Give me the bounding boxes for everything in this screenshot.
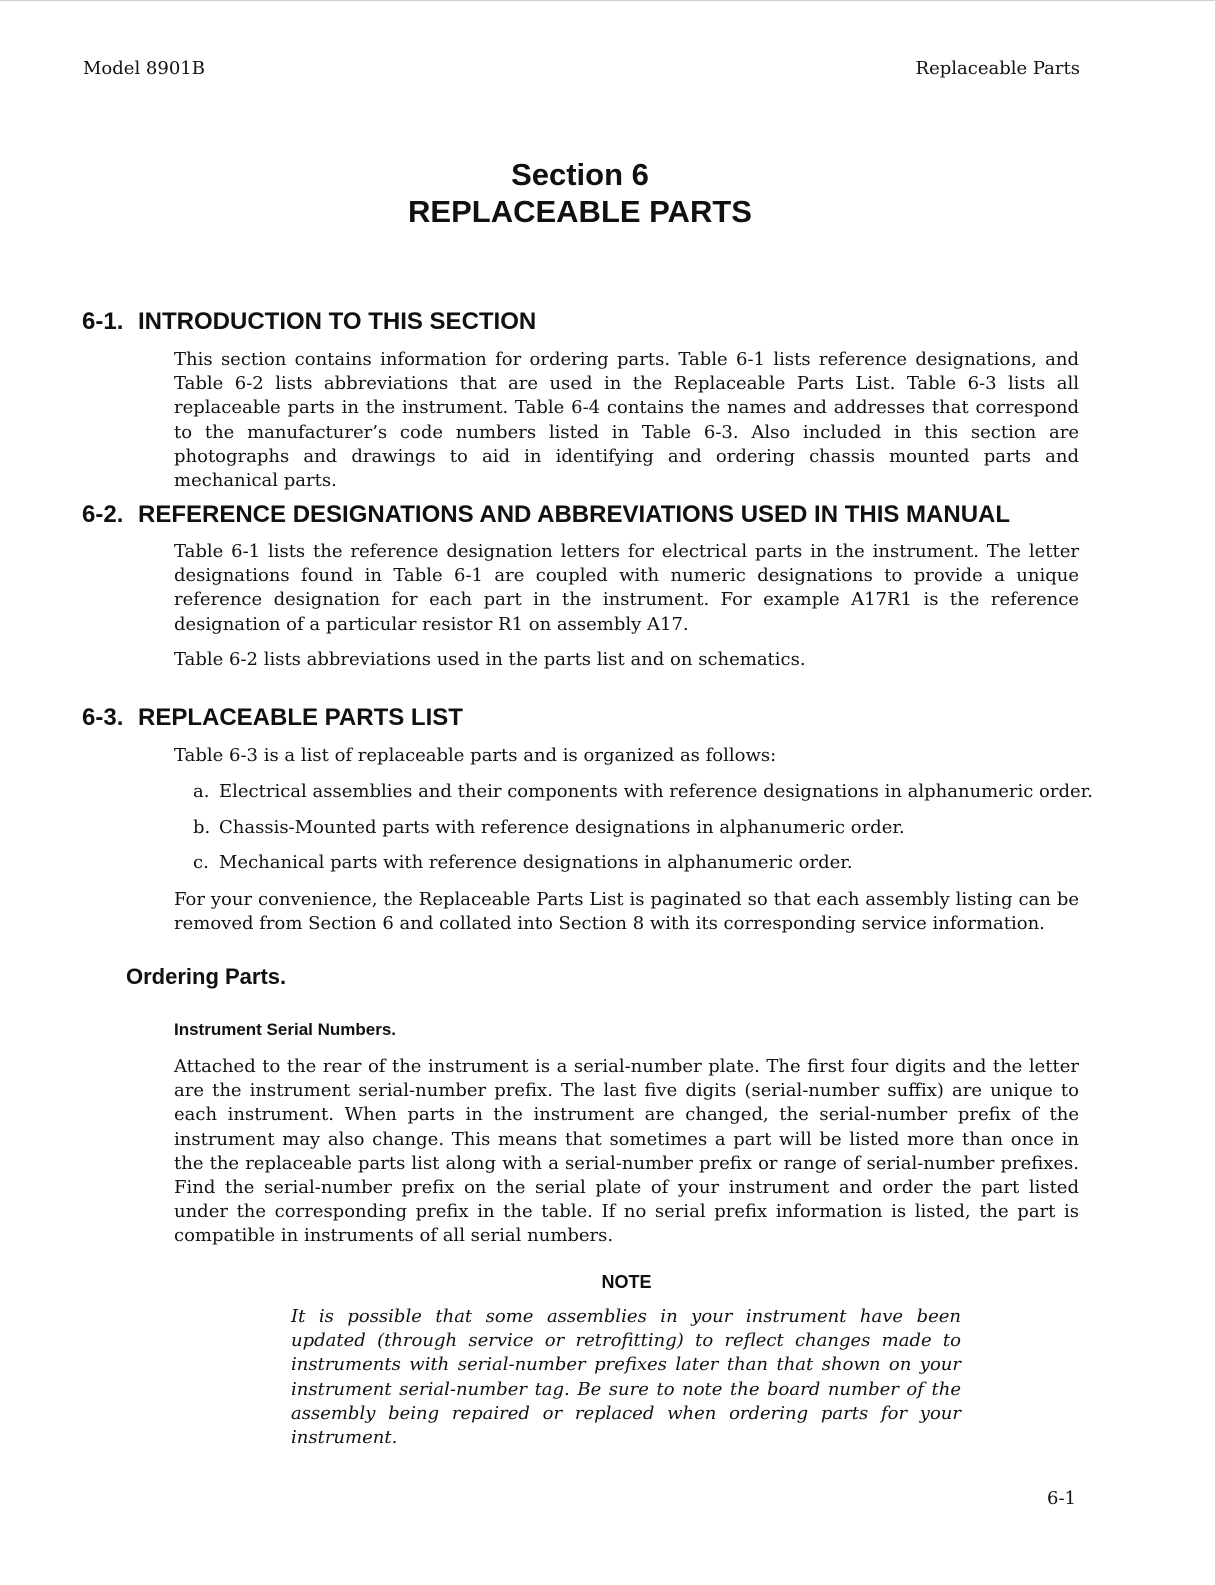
heading-text: INTRODUCTION TO THIS SECTION [138, 308, 537, 335]
list-letter: c. [193, 852, 209, 873]
running-header-model: Model 8901B [83, 58, 205, 79]
list-letter: b. [193, 817, 211, 838]
list-text: Electrical assemblies and their components with reference designations in alphanumeric order. [219, 781, 1094, 802]
page-number: 6-1 [1047, 1488, 1076, 1509]
heading-6-2 [82, 501, 1010, 529]
paragraph-6-1: This section contains information for ordering parts. Table 6-1 lists reference designations, and Table 6-2 lists abbreviations that are used in the Replaceable Parts List. Table 6-3 lists all replaceable parts in the instrument. Table 6-4 contains the names and addresses that correspond to the manufacturer’s code numbers listed in Table 6-3. Also included in this section are photographs and drawings to aid in identifying and ordering chassis mounted parts and mechanical parts. [174, 349, 1079, 492]
heading-number: 6-2. [82, 501, 124, 528]
heading-6-3 [82, 704, 463, 732]
serial-numbers-subheading: Instrument Serial Numbers. [174, 1020, 397, 1039]
page-top-rule [0, 0, 1215, 1]
paragraph-6-2-b: Table 6-2 lists abbreviations used in the parts list and on schematics. [174, 649, 806, 670]
heading-text: REFERENCE DESIGNATIONS AND ABBREVIATIONS USED IN THIS MANUAL [138, 501, 1011, 528]
note-title: NOTE [601, 1272, 652, 1292]
note-body: It is possible that some assemblies in your instrument have been updated (through service or retrofitting) to reflect changes made to instruments with serial-number prefixes later than that shown on your instrument serial-number tag. Be sure to note the board number of the assembly being repaired or replaced when ordering parts for your instrument. [291, 1306, 961, 1449]
list-item [193, 780, 1093, 804]
page-title [0, 156, 1160, 230]
list-letter: a. [193, 781, 210, 802]
list-text: Chassis-Mounted parts with reference designations in alphanumeric order. [219, 817, 905, 838]
section-number-title: Section 6 [511, 157, 649, 192]
heading-number: 6-3. [82, 704, 124, 731]
list-item [193, 851, 853, 875]
heading-number: 6-1. [82, 308, 124, 335]
list-item [193, 816, 905, 840]
section-name-title: REPLACEABLE PARTS [408, 194, 752, 229]
heading-6-1 [82, 308, 536, 336]
paragraph-6-3-intro: Table 6-3 is a list of replaceable parts and is organized as follows: [174, 745, 777, 766]
paragraph-serial-numbers: Attached to the rear of the instrument is a serial-number plate. The first four digits and the letter are the instrument serial-number prefix. The last five digits (serial-number suffix) are unique to each instrument. When parts in the instrument are changed, the serial-number prefix of the instrument may also change. This means that sometimes a part will be listed more than once in the the replaceable parts list along with a serial-number prefix or range of serial-number prefixes. Find the serial-number prefix on the serial plate of your instrument and order the part listed under the corresponding prefix in the table. If no serial prefix information is listed, the part is compatible in instruments of all serial numbers. [174, 1056, 1079, 1247]
paragraph-6-2-a: Table 6-1 lists the reference designation letters for electrical parts in the instrument. The letter designations found in Table 6-1 are coupled with numeric designations to provide a unique reference designation for each part in the instrument. For example A17R1 is the reference designation of a particular resistor R1 on assembly A17. [174, 541, 1079, 635]
ordering-parts-heading: Ordering Parts. [126, 964, 287, 989]
list-text: Mechanical parts with reference designations in alphanumeric order. [219, 852, 853, 873]
heading-text: REPLACEABLE PARTS LIST [138, 704, 463, 731]
running-header-section: Replaceable Parts [915, 58, 1080, 79]
paragraph-6-3-closing: For your convenience, the Replaceable Parts List is paginated so that each assembly listing can be removed from Section 6 and collated into Section 8 with its corresponding service information. [174, 889, 1079, 935]
